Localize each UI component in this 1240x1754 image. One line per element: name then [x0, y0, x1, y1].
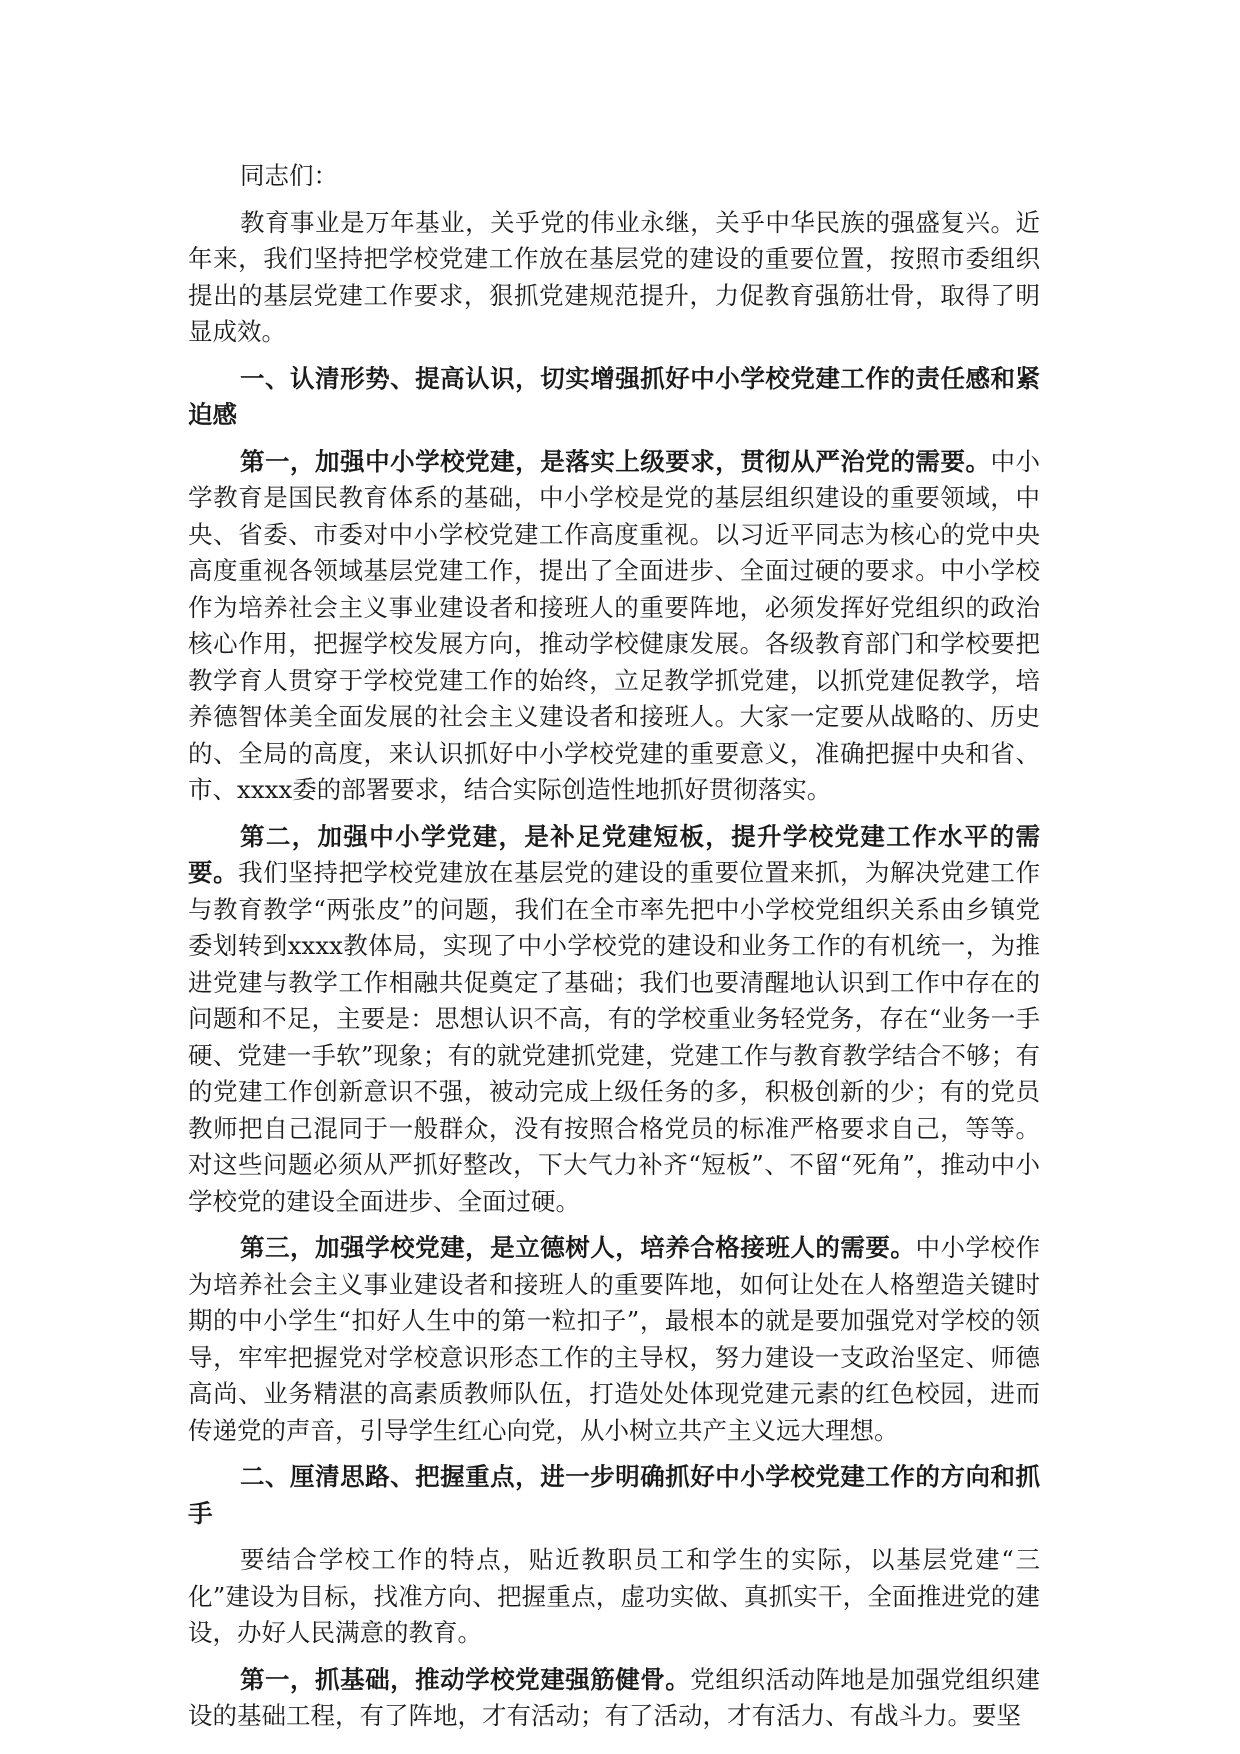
point-lead: 第一，抓基础，推动学校党建强筋健骨。 — [240, 1664, 691, 1694]
document-page — [188, 158, 1040, 1745]
point-lead: 第二，加强中小学党建，是补足党建短板，提升学校党建工作水平的需要。 — [188, 821, 1040, 887]
section-2-heading: 二、厘清思路、把握重点，进一步明确抓好中小学校党建工作的方向和抓手 — [188, 1462, 1040, 1528]
point-body: 我们坚持把学校党建放在基层党的建设的重要位置来抓，为解决党建工作与教育教学“两张皮”的问题，我们在全市率先把中小学校党组织关系由乡镇党委划转到xxxx教体局，实现了中小学校党的建设和业务工作的有机统一，为推进党建与教学工作相融共促奠定了基础；我们也要清醒地认识到工作中存在的问题和不足，主要是：思想认识不高，有的学校重业务轻党务，存在“业务一手硬、党建一手软”现象；有的就党建抓党建，党建工作与教育教学结合不够；有的党建工作创新意识不强，被动完成上级任务的多，积极创新的少；有的党员教师把自己混同于一般群众，没有按照合格党员的标准严格要求自己，等等。对这些问题必须从严抓好整改，下大气力补齐“短板”、不留“死角”，推动中小学校党的建设全面进步、全面过硬。 — [188, 858, 1041, 1216]
point-body: 中小学校作为培养社会主义事业建设者和接班人的重要阵地，如何让处在人格塑造关键时期的中小学生“扣好人生中的第一粒扣子”，最根本的就是要加强党对学校的领导，牢牢把握党对学校意识形态工作的主导权，努力建设一支政治坚定、师德高尚、业务精湛的高素质教师队伍，打造处处体现党建元素的红色校园，进而传递党的声音，引导学生红心向党，从小树立共产主义远大理想。 — [188, 1233, 1041, 1445]
section-2-intro: 要结合学校工作的特点，贴近教职员工和学生的实际，以基层党建“三化”建设为目标，找准方向、把握重点，虚功实做、真抓实干，全面推进党的建设，办好人民满意的教育。 — [188, 1545, 1040, 1647]
intro-paragraph: 教育事业是万年基业，关乎党的伟业永继，关乎中华民族的强盛复兴。近年来，我们坚持把学校党建工作放在基层党的建设的重要位置，按照市委组织提出的基层党建工作要求，狠抓党建规范提升，力促教育强筋壮骨，取得了明显成效。 — [188, 207, 1040, 346]
section-1-point-2 — [188, 819, 1040, 1221]
greeting: 同志们： — [240, 161, 338, 190]
section-1-point-1 — [188, 444, 1040, 809]
point-lead: 第一，加强中小学校党建，是落实上级要求，贯彻从严治党的需要。 — [240, 446, 991, 476]
point-body: 党组织活动阵地是加强党组织建设的基础工程，有了阵地，才有活动；有了活动，才有活力、有战斗力。要坚 — [188, 1664, 1041, 1730]
point-lead: 第三，加强学校党建，是立德树人，培养合格接班人的需要。 — [240, 1233, 916, 1262]
section-1-heading: 一、认清形势、提高认识，切实增强抓好中小学校党建工作的责任感和紧迫感 — [188, 363, 1040, 429]
section-1-point-3 — [188, 1230, 1040, 1449]
point-body: 中小学教育是国民教育体系的基础，中小学校是党的基层组织建设的重要领域，中央、省委、市委对中小学校党建工作高度重视。以习近平同志为核心的党中央高度重视各领域基层党建工作，提出了全面进步、全面过硬的要求。中小学校作为培养社会主义事业建设者和接班人的重要阵地，必须发挥好党组织的政治核心作用，把握学校发展方向，推动学校健康发展。各级教育部门和学校要把教学育人贯穿于学校党建工作的始终，立足教学抓党建，以抓党建促教学，培养德智体美全面发展的社会主义建设者和接班人。大家一定要从战略的、历史的、全局的高度，来认识抓好中小学校党建的重要意义，准确把握中央和省、市、xxxx委的部署要求，结合实际创造性地抓好贯彻落实。 — [188, 446, 1041, 804]
section-2-point-1 — [188, 1662, 1040, 1735]
